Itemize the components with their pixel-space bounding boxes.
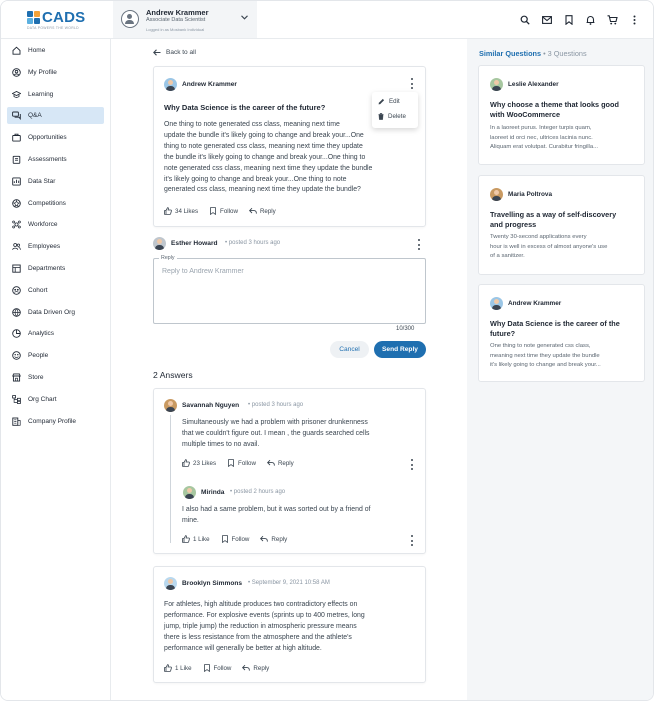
chevron-down-icon <box>241 15 248 22</box>
reply-label: Reply <box>253 664 270 672</box>
sidebar-item-label: Company Profile <box>28 417 77 425</box>
bookmark-icon <box>203 664 211 672</box>
reply-icon <box>242 664 250 672</box>
reply-label: Reply <box>259 207 276 215</box>
body-line: jump, triple jump) the reduction in atmospheric pressure means <box>164 622 357 630</box>
body-line: that we couldn't figure out. I mean , the guards searched cells <box>182 429 370 437</box>
sidebar-item-company-profile[interactable] <box>7 413 104 430</box>
sidebar-item-competitions[interactable] <box>7 195 104 212</box>
body-line: update the bundle it's likely going to change and break your...One <box>164 131 364 139</box>
similar-question-body <box>490 342 640 371</box>
similar-question-card[interactable] <box>478 175 645 275</box>
logo-mark-icon <box>27 11 41 25</box>
similar-question-card[interactable] <box>478 284 645 382</box>
sidebar-item-label: Store <box>28 374 44 381</box>
answer-time: • September 9, 2021 10:58 AM <box>248 580 330 586</box>
sidebar-item-q-a[interactable] <box>7 107 104 124</box>
like-button[interactable] <box>164 207 198 215</box>
user-role: Associate Data Scientist <box>146 17 206 23</box>
edit-menu-item[interactable] <box>378 98 400 105</box>
sidebar-item-employees[interactable] <box>7 238 104 255</box>
learning-icon <box>12 90 21 99</box>
body-line: generated css class, meaning next time they update the bundle? <box>164 186 361 194</box>
sidebar-item-assessments[interactable] <box>7 151 104 168</box>
clipboard-icon <box>12 155 21 164</box>
question-actions <box>164 207 276 215</box>
top-header <box>1 1 654 39</box>
thumbs-up-icon <box>182 535 190 543</box>
answer-card <box>153 388 426 554</box>
reply-icon <box>267 459 275 467</box>
body-line: In a laoreet purus. Integer turpis quam, <box>490 125 592 131</box>
search-icon[interactable] <box>518 13 531 26</box>
arrow-left-icon <box>153 49 161 56</box>
like-button[interactable] <box>182 535 210 543</box>
sidebar-item-label: Home <box>28 47 46 54</box>
answer-body <box>164 600 422 655</box>
header-actions <box>518 13 641 26</box>
likes-count: 34 Likes <box>175 207 199 215</box>
org-chart-icon <box>12 395 21 404</box>
sidebar-item-home[interactable] <box>7 42 104 59</box>
body-line: thing to note generated css class, meaning next time they update <box>164 142 363 150</box>
answer-actions <box>164 664 269 672</box>
nested-reply-author: Mirinda <box>201 489 225 496</box>
more-icon[interactable] <box>628 13 641 26</box>
follow-button[interactable] <box>209 207 238 215</box>
bookmark-icon <box>227 459 235 467</box>
cohort-icon <box>12 286 21 295</box>
like-button[interactable] <box>182 459 216 467</box>
answer-author: Brooklyn Simmons <box>182 580 243 587</box>
body-line: it's likely going to change and break your... <box>490 362 601 368</box>
pencil-icon <box>378 98 385 105</box>
reply-button[interactable] <box>267 459 294 467</box>
cart-icon[interactable] <box>606 13 619 26</box>
avatar <box>183 486 196 499</box>
char-counter: 10/300 <box>396 326 415 332</box>
sidebar-item-departments[interactable] <box>7 260 104 277</box>
sidebar-item-people[interactable] <box>7 347 104 364</box>
sidebar-item-store[interactable] <box>7 369 104 386</box>
answer-more-icon[interactable] <box>410 459 414 470</box>
similar-author: Maria Poltrova <box>508 191 553 198</box>
reply-box <box>153 255 426 324</box>
reply-button[interactable] <box>260 535 287 543</box>
edit-label: Edit <box>389 98 400 105</box>
sidebar-item-label: People <box>28 352 49 360</box>
employees-icon <box>12 242 21 251</box>
body-line: the bundle it's likely going to change and break your...One thing to <box>164 153 366 161</box>
mail-icon[interactable] <box>540 13 553 26</box>
sidebar-item-label: Employees <box>28 243 61 251</box>
company-icon <box>12 417 21 426</box>
body-line: Twenty 30-second applications every <box>490 234 587 240</box>
body-line: of a sanitizer. <box>490 253 525 259</box>
reply-input[interactable] <box>162 268 417 318</box>
similar-title: Similar Questions <box>479 49 542 58</box>
analytics-icon <box>12 329 21 338</box>
body-line: performance. For explosive events (sprints up to 400 metres, long <box>164 611 365 619</box>
reply-label: Reply <box>277 459 294 467</box>
sidebar-item-label: Departments <box>28 265 66 272</box>
title-line: future? <box>490 329 516 339</box>
bookmark-icon[interactable] <box>562 13 575 26</box>
sidebar-item-data-star[interactable] <box>7 173 104 190</box>
sidebar-item-label: Opportunities <box>28 134 67 142</box>
follow-button[interactable] <box>227 459 256 467</box>
similar-questions-panel <box>467 39 654 701</box>
answer-card <box>153 566 426 683</box>
trophy-icon <box>12 199 21 208</box>
org-icon <box>12 308 21 317</box>
nested-reply-body <box>182 505 422 527</box>
similar-question-title <box>490 319 640 339</box>
people-icon <box>12 351 21 360</box>
user-name: Andrew Krammer <box>146 8 209 17</box>
title-line: Why choose a theme that looks good <box>490 100 619 109</box>
similar-question-title <box>490 210 640 230</box>
title-line: Why Data Science is the career of the <box>490 319 620 328</box>
sidebar-item-workforce[interactable] <box>7 216 104 233</box>
workforce-icon <box>12 220 21 229</box>
reply-button[interactable] <box>249 207 276 215</box>
store-icon <box>12 373 21 382</box>
sidebar-item-label: Data Driven Org <box>28 308 75 316</box>
briefcase-icon <box>12 133 21 142</box>
question-menu <box>372 92 418 128</box>
user-status: Logged in as Mosbank Individual <box>146 27 205 32</box>
follow-label: Follow <box>220 207 238 215</box>
answer-time: • posted 3 hours ago <box>248 402 304 408</box>
star-icon <box>12 177 21 186</box>
answer-body <box>182 418 422 451</box>
sidebar-item-my-profile[interactable] <box>7 64 104 81</box>
reply-legend: Reply <box>161 255 175 261</box>
likes-count: 1 Like <box>193 535 210 543</box>
question-body <box>164 120 422 196</box>
body-line: Aliquam erat volutpat. Curabitur fringilla... <box>490 144 599 150</box>
title-line: Travelling as a way of self-discovery <box>490 210 617 219</box>
avatar <box>164 78 177 91</box>
answer-actions <box>182 459 294 467</box>
follow-label: Follow <box>231 535 250 543</box>
follow-label: Follow <box>238 459 256 467</box>
reply-icon <box>249 207 257 215</box>
departments-icon <box>12 264 21 273</box>
body-line: mine. <box>182 516 199 524</box>
sidebar-item-cohort[interactable] <box>7 282 104 299</box>
sidebar-item-analytics[interactable] <box>7 325 104 342</box>
send-reply-button[interactable]: Send Reply <box>374 341 426 358</box>
body-line: For athletes, high altitude produces two contradictory effects on <box>164 601 358 608</box>
back-label: Back to all <box>166 49 196 56</box>
body-line: performance will generally be better at high altitude. <box>164 644 322 652</box>
title-line: with WooCommerce <box>490 110 561 120</box>
sidebar-item-label: Cohort <box>28 286 48 294</box>
sidebar <box>1 39 111 701</box>
thread-line <box>170 415 171 543</box>
body-line: One thing to note generated css class, <box>490 343 591 349</box>
similar-question-body <box>490 233 640 262</box>
similar-question-card[interactable] <box>478 65 645 165</box>
sidebar-item-label: Competitions <box>28 199 66 207</box>
thumbs-up-icon <box>164 207 172 215</box>
similar-heading <box>479 49 587 58</box>
title-line: and progress <box>490 220 537 230</box>
answer-author: Savannah Nguyen <box>182 402 240 409</box>
sidebar-item-label: Analytics <box>28 330 55 338</box>
thumbs-up-icon <box>164 664 172 672</box>
body-line: meaning next time they update the bundle <box>490 352 600 359</box>
likes-count: 1 Like <box>175 664 192 672</box>
chat-icon <box>12 111 21 120</box>
follow-label: Follow <box>213 664 232 672</box>
likes-count: 23 Likes <box>193 459 217 467</box>
sidebar-item-label: Learning <box>28 90 54 98</box>
sidebar-item-org-chart[interactable] <box>7 391 104 408</box>
avatar <box>490 78 503 91</box>
reply-icon <box>260 535 268 543</box>
question-title: Why Data Science is the career of the future? <box>164 103 326 112</box>
nested-reply-actions <box>182 535 287 543</box>
follow-button[interactable] <box>203 664 232 672</box>
body-line: I also had a same problem, but it was sorted out by a friend of <box>182 506 371 513</box>
main-content <box>111 39 467 701</box>
body-line: Simultaneously we had a problem with prisoner drunkenness <box>182 419 368 426</box>
body-line: hour is well in excess of almost anyone's use <box>490 243 608 250</box>
body-line: there is less resistance from the atmosphere and the athlete's <box>164 633 352 641</box>
nested-reply-more-icon[interactable] <box>410 535 414 546</box>
similar-question-title <box>490 100 640 120</box>
avatar <box>164 399 177 412</box>
like-button[interactable] <box>164 664 192 672</box>
sidebar-item-label: Q&A <box>28 112 42 120</box>
home-icon <box>12 46 21 55</box>
sidebar-item-data-driven-org[interactable] <box>7 304 104 321</box>
bell-icon[interactable] <box>584 13 597 26</box>
sidebar-item-label: Workforce <box>28 221 58 229</box>
question-more-icon[interactable] <box>410 78 414 89</box>
body-line: One thing to note generated css class, meaning next time <box>164 121 340 128</box>
similar-count: • 3 Questions <box>543 49 587 58</box>
reply-more-icon[interactable] <box>417 239 421 250</box>
sidebar-item-opportunities[interactable] <box>7 129 104 146</box>
cads-logo[interactable] <box>27 9 89 31</box>
avatar <box>490 297 503 310</box>
logo-tagline: DATA POWERS THE WORLD <box>27 26 79 30</box>
nested-reply-time: • posted 2 hours ago <box>230 489 286 495</box>
thumbs-up-icon <box>182 459 190 467</box>
bookmark-icon <box>209 207 217 215</box>
delete-menu-item[interactable] <box>378 113 406 120</box>
follow-button[interactable] <box>221 535 250 543</box>
body-line: note generated css class, meaning next time they update the bundle <box>164 164 373 172</box>
avatar <box>490 188 503 201</box>
similar-question-body <box>490 124 640 153</box>
avatar <box>164 577 177 590</box>
user-switcher[interactable] <box>113 1 257 38</box>
similar-author: Leslie Alexander <box>508 81 559 88</box>
bookmark-icon <box>221 535 229 543</box>
similar-author: Andrew Krammer <box>508 300 562 307</box>
user-avatar-icon <box>121 10 139 28</box>
delete-label: Delete <box>388 113 406 120</box>
sidebar-item-label: Assessments <box>28 156 67 163</box>
body-line: laoreet id orci nec, ultrices lacinia nunc. <box>490 134 593 141</box>
body-line: multiple times to no avail. <box>182 440 260 448</box>
back-to-all-link[interactable] <box>153 49 196 56</box>
reply-label: Reply <box>271 535 288 543</box>
trash-icon <box>378 113 384 120</box>
logo-text: CADS <box>42 9 86 26</box>
reply-author: Esther Howard <box>171 240 218 247</box>
answers-heading: 2 Answers <box>153 370 193 380</box>
sidebar-item-label: Org Chart <box>28 395 57 403</box>
question-author: Andrew Krammer <box>182 81 237 88</box>
sidebar-item-label: Data Star <box>28 177 56 185</box>
avatar <box>153 237 166 250</box>
sidebar-item-learning[interactable] <box>7 86 104 103</box>
body-line: it's likely going to change and break your...One thing to note <box>164 175 347 183</box>
reply-button[interactable] <box>242 664 269 672</box>
question-card <box>153 66 426 227</box>
reply-time: • posted 3 hours ago <box>225 240 281 246</box>
cancel-button[interactable]: Cancel <box>330 341 369 358</box>
sidebar-item-label: My Profile <box>28 68 57 76</box>
profile-icon <box>12 68 21 77</box>
